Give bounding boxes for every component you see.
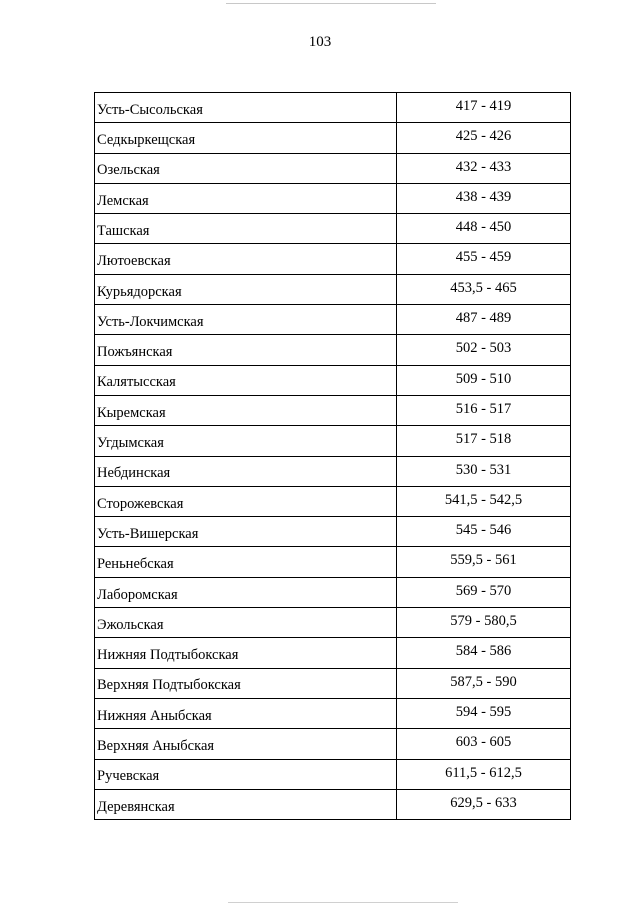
table-row — [95, 93, 571, 123]
row-name: Сторожевская — [97, 495, 184, 512]
row-range-cell — [397, 305, 571, 335]
row-name-cell — [95, 183, 397, 213]
row-name: Реньнебская — [97, 556, 174, 573]
row-name: Нижняя Аныбская — [97, 707, 212, 724]
row-name: Курьядорская — [97, 283, 182, 300]
table-row — [95, 638, 571, 668]
row-range-cell — [397, 486, 571, 516]
row-name-cell — [95, 123, 397, 153]
row-name: Седкыркещская — [97, 132, 196, 149]
row-name-cell — [95, 305, 397, 335]
table-row — [95, 608, 571, 638]
row-range: 438 - 439 — [455, 188, 512, 205]
row-range-cell — [397, 93, 571, 123]
row-name-cell — [95, 486, 397, 516]
row-name-cell — [95, 547, 397, 577]
row-name: Пожъянская — [97, 344, 173, 361]
table-row — [95, 214, 571, 244]
row-name: Кыремская — [97, 404, 166, 421]
row-range: 509 - 510 — [455, 370, 512, 387]
row-name: Лютоевская — [97, 253, 171, 270]
row-name: Нижняя Подтыбокская — [97, 647, 239, 664]
row-name: Эжольская — [97, 616, 164, 633]
row-name-cell — [95, 577, 397, 607]
row-range-cell — [397, 456, 571, 486]
table-row — [95, 274, 571, 304]
bottom-scan-rule — [228, 902, 458, 903]
row-name-cell — [95, 668, 397, 698]
row-range-cell — [397, 608, 571, 638]
row-range-cell — [397, 638, 571, 668]
table-row — [95, 365, 571, 395]
row-name-cell — [95, 153, 397, 183]
row-range-cell — [397, 274, 571, 304]
row-name-cell — [95, 698, 397, 728]
table-row — [95, 486, 571, 516]
row-name: Лемская — [97, 192, 149, 209]
table-row — [95, 426, 571, 456]
row-name: Усть-Локчимская — [97, 313, 204, 330]
row-range: 487 - 489 — [455, 310, 512, 327]
row-range-cell — [397, 547, 571, 577]
row-range: 455 - 459 — [455, 249, 512, 266]
table-row — [95, 547, 571, 577]
row-range-cell — [397, 517, 571, 547]
row-range-cell — [397, 123, 571, 153]
row-name-cell — [95, 214, 397, 244]
row-range-cell — [397, 729, 571, 759]
row-name: Угдымская — [97, 435, 164, 452]
row-name-cell — [95, 335, 397, 365]
row-name: Озельская — [97, 162, 160, 179]
row-name-cell — [95, 456, 397, 486]
row-range: 517 - 518 — [455, 431, 512, 448]
page-number: 103 — [308, 34, 332, 50]
row-range-cell — [397, 577, 571, 607]
table-row — [95, 729, 571, 759]
row-range-cell — [397, 214, 571, 244]
row-name: Лаборомская — [97, 586, 178, 603]
row-range: 425 - 426 — [455, 128, 512, 145]
table-row — [95, 335, 571, 365]
row-range: 432 - 433 — [455, 158, 512, 175]
row-name: Усть-Сысольская — [97, 101, 203, 118]
row-range-cell — [397, 153, 571, 183]
row-name: Деревянская — [97, 798, 175, 815]
table-row — [95, 305, 571, 335]
row-name: Верхняя Подтыбокская — [97, 677, 241, 694]
table-row — [95, 517, 571, 547]
row-range-cell — [397, 395, 571, 425]
row-name-cell — [95, 729, 397, 759]
row-name: Верхняя Аныбская — [97, 738, 215, 755]
row-range: 587,5 - 590 — [450, 673, 517, 690]
table-row — [95, 123, 571, 153]
row-name-cell — [95, 93, 397, 123]
ranges-table — [94, 92, 571, 820]
row-range-cell — [397, 789, 571, 819]
table-row — [95, 577, 571, 607]
row-range-cell — [397, 759, 571, 789]
row-name-cell — [95, 365, 397, 395]
row-range: 611,5 - 612,5 — [445, 764, 522, 781]
row-range: 530 - 531 — [455, 461, 512, 478]
row-name-cell — [95, 426, 397, 456]
table-row — [95, 789, 571, 819]
row-range: 541,5 - 542,5 — [444, 491, 523, 508]
table-row — [95, 698, 571, 728]
row-range: 603 - 605 — [455, 734, 512, 751]
row-name: Ташская — [97, 222, 150, 239]
row-range-cell — [397, 668, 571, 698]
row-name-cell — [95, 789, 397, 819]
table-row — [95, 668, 571, 698]
row-range-cell — [397, 365, 571, 395]
row-range: 516 - 517 — [455, 400, 512, 417]
table-row — [95, 153, 571, 183]
row-range: 453,5 - 465 — [450, 279, 517, 296]
row-range-cell — [397, 183, 571, 213]
row-name-cell — [95, 638, 397, 668]
row-range: 579 - 580,5 — [450, 613, 517, 630]
row-range: 417 - 419 — [455, 98, 512, 114]
row-range: 594 - 595 — [455, 703, 512, 720]
row-range: 569 - 570 — [455, 582, 512, 599]
row-name-cell — [95, 759, 397, 789]
row-range-cell — [397, 335, 571, 365]
row-range-cell — [397, 244, 571, 274]
row-name: Ручевская — [97, 768, 160, 785]
row-name: Калятысская — [97, 374, 176, 391]
table-row — [95, 456, 571, 486]
row-range: 629,5 - 633 — [450, 794, 517, 811]
row-name: Небдинская — [97, 465, 171, 482]
row-name-cell — [95, 608, 397, 638]
ranges-table-body — [95, 93, 571, 820]
row-range: 559,5 - 561 — [450, 552, 517, 569]
table-row — [95, 759, 571, 789]
row-name-cell — [95, 517, 397, 547]
row-range: 545 - 546 — [455, 522, 512, 539]
table-row — [95, 395, 571, 425]
table-row — [95, 183, 571, 213]
row-name: Усть-Вишерская — [97, 525, 199, 542]
row-range: 502 - 503 — [455, 340, 512, 357]
top-scan-rule — [226, 3, 436, 4]
row-range: 448 - 450 — [455, 219, 512, 236]
row-range-cell — [397, 698, 571, 728]
row-name-cell — [95, 395, 397, 425]
row-range: 584 - 586 — [455, 643, 512, 660]
row-name-cell — [95, 274, 397, 304]
row-range-cell — [397, 426, 571, 456]
table-row — [95, 244, 571, 274]
row-name-cell — [95, 244, 397, 274]
